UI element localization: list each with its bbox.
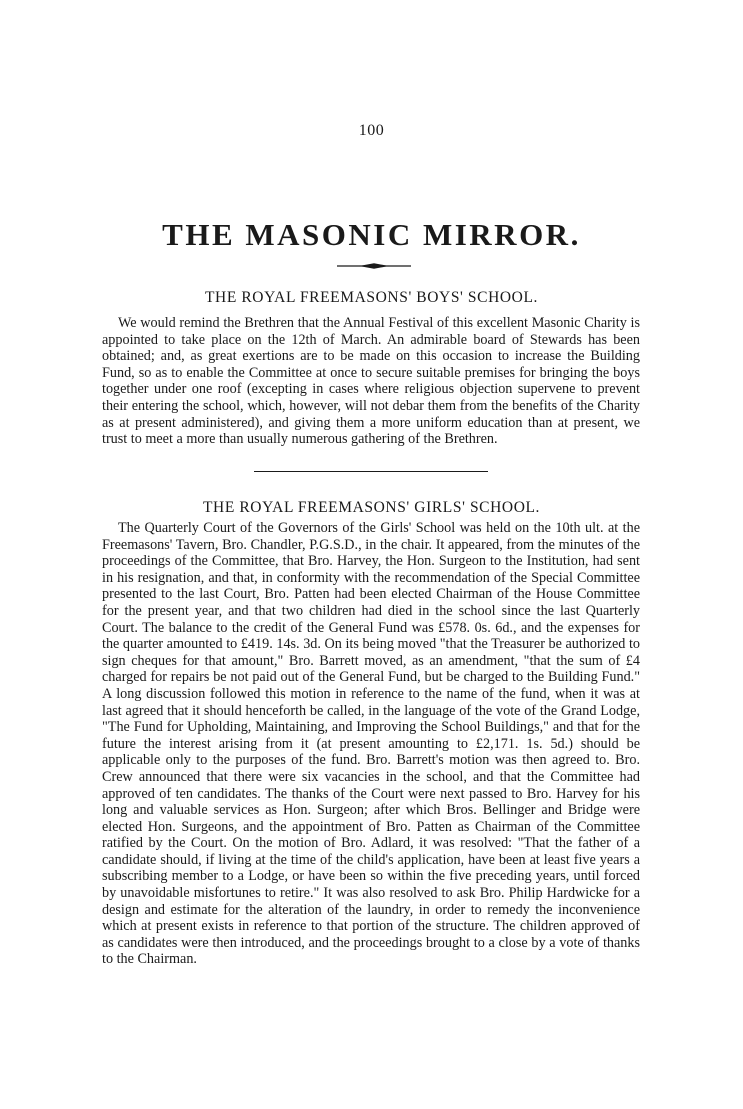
girls-school-heading: THE ROYAL FREEMASONS' GIRLS' SCHOOL. bbox=[202, 499, 541, 516]
page-number: 100 bbox=[358, 122, 385, 139]
boys-school-paragraph: We would remind the Brethren that the Annual Festival of this excellent Masonic Charity is appointed to take place on the 12th of March. An admirable board of Stewards has been obtained; and, as great exertions are to be made on this occasion to increase the Building Fund, so as to enable the Committee at once to secure suitable premises for bringing the boys together under one roof (excepting in cases where religious objection supervene to prevent their entering the school, which, however, will not debar them from the benefits of the Charity as at present administered), and giving them a more uniform education than at present, we trust to meet a more than usually numerous gathering of the Brethren. bbox=[102, 315, 640, 448]
girls-school-paragraph: The Quarterly Court of the Governors of the Girls' School was held on the 10th ult. at the Freemasons' Tavern, Bro. Chandler, P.G.S.D., in the chair. It appeared, from the minutes of the proceedings of the Committee, that Bro. Harvey, the Hon. Surgeon to the Institution, had sent in his resignation, and that, in conformity with the recommendation of the Special Committee presented to the last Court, Bro. Patten had been elected Chairman of the House Committee for the present year, and that two children had died in the school since the last Quarterly Court. The balance to the credit of the General Fund was £578. 0s. 6d., and the expenses for the quarter amounted to £419. 14s. 3d. On its being moved "that the Treasurer be authorized to sign cheques for that amount," Bro. Barrett moved, as an amendment, "that the sum of £4 charged for repairs be not paid out of the General Fund, but be charged to the Building Fund." A long discussion followed this motion in reference to the name of the fund, when it was at last agreed that it should henceforth be called, in the language of the vote of the Grand Lodge, "The Fund for Upholding, Maintaining, and Improving the School Buildings," and that for the future the interest arising from it (at present amounting to £2,171. 1s. 5d.) should be applicable only to the purposes of the fund. Bro. Barrett's motion was then agreed to. Bro. Crew announced that there were six vacancies in the school, and that the Committee had approved of ten candidates. The thanks of the Court were next passed to Bro. Harvey for his long and valuable services as Hon. Surgeon; after which Bros. Bellinger and Bridge were elected Hon. Surgeons, and the appointment of Bro. Patten as Chairman of the Committee ratified by the Court. On the motion of Bro. Adlard, it was resolved: "That the father of a candidate should, if living at the time of the child's application, have been at least five years a subscribing member to a Lodge, or have been so within the five preceding years, until forced by unavoidable misfortunes to retire." It was also resolved to ask Bro. Philip Hardwicke for a design and estimate for the alteration of the laundry, in order to remedy the inconvenience which at present exists in reference to that portion of the structure. The children approved of as candidates were then introduced, and the proceedings brought to a close by a vote of thanks to the Chairman. bbox=[102, 520, 640, 968]
boys-school-heading: THE ROYAL FREEMASONS' BOYS' SCHOOL. bbox=[204, 289, 539, 306]
masthead-title: THE MASONIC MIRROR. bbox=[162, 217, 581, 252]
section-divider bbox=[254, 471, 488, 472]
ornamental-rule bbox=[337, 263, 411, 269]
